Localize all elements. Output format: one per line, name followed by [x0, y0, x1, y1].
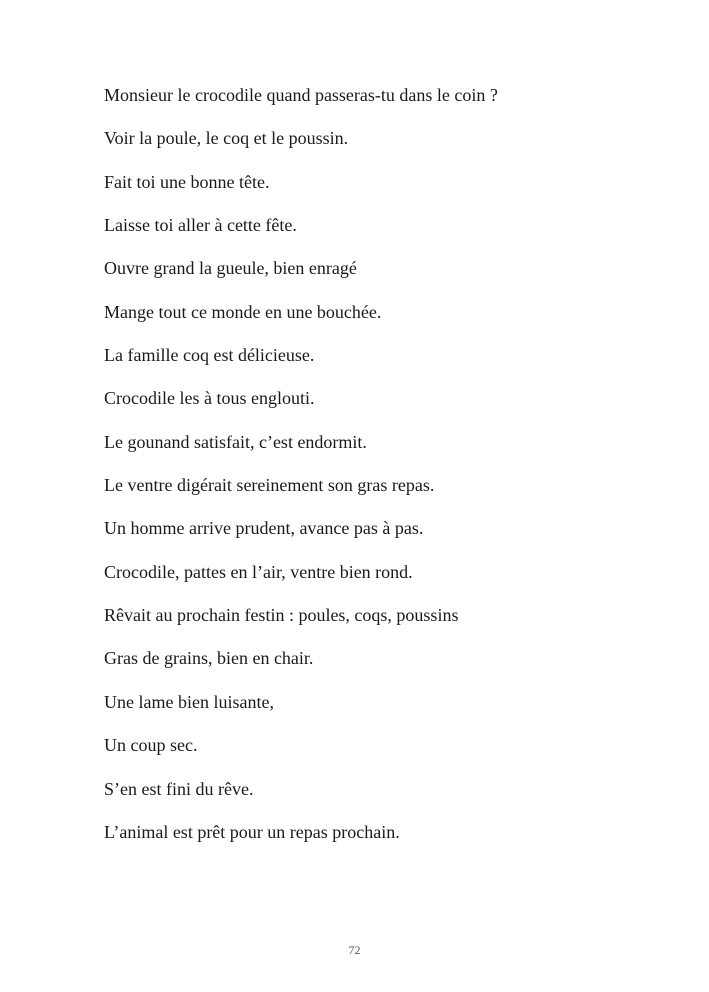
- poem-line: La famille coq est délicieuse.: [104, 345, 315, 366]
- poem-line: Ouvre grand la gueule, bien enragé: [104, 258, 357, 279]
- poem-line: Le ventre digérait sereinement son gras repas.: [104, 475, 435, 496]
- poem-body: [104, 83, 664, 863]
- poem-line: Rêvait au prochain festin : poules, coqs, poussins: [104, 605, 459, 626]
- poem-line: Laisse toi aller à cette fête.: [104, 215, 297, 236]
- poem-line: L’animal est prêt pour un repas prochain.: [104, 821, 400, 842]
- page-number: 72: [348, 943, 361, 957]
- poem-line: Crocodile, pattes en l’air, ventre bien rond.: [104, 561, 413, 582]
- poem-line: Un homme arrive prudent, avance pas à pas.: [104, 518, 424, 539]
- poem-line: Crocodile les à tous englouti.: [104, 388, 315, 409]
- poem-line: Gras de grains, bien en chair.: [104, 648, 314, 669]
- poem-line: Un coup sec.: [104, 735, 198, 756]
- poem-line: Fait toi une bonne tête.: [104, 171, 270, 192]
- poem-line: Le gounand satisfait, c’est endormit.: [104, 431, 367, 452]
- poem-line: S’en est fini du rêve.: [104, 778, 254, 799]
- poem-line: Monsieur le crocodile quand passeras-tu dans le coin ?: [104, 85, 498, 105]
- poem-line: Une lame bien luisante,: [104, 691, 274, 712]
- poem-line: Voir la poule, le coq et le poussin.: [104, 128, 349, 149]
- poem-line: Mange tout ce monde en une bouchée.: [104, 301, 382, 322]
